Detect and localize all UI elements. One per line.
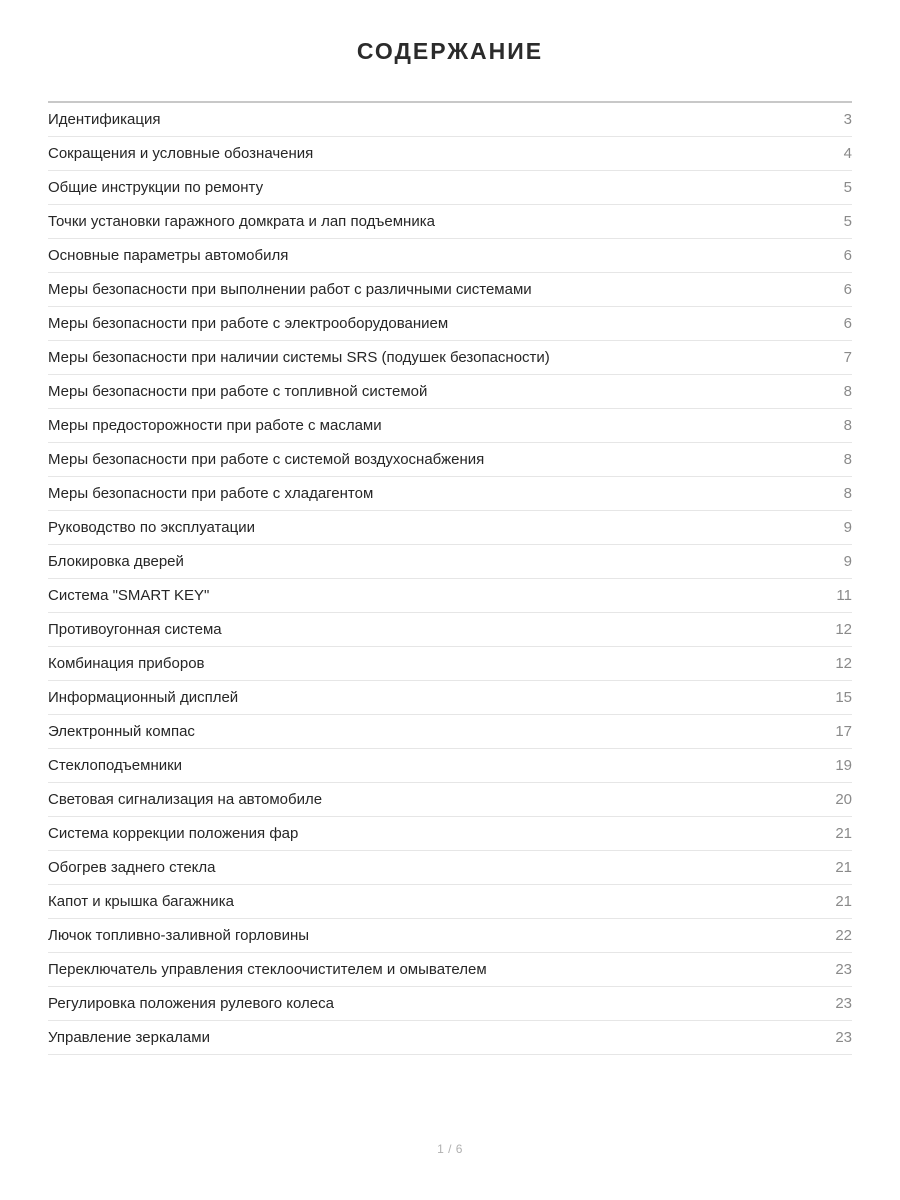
toc-entry-label: Основные параметры автомобиля [48,246,289,264]
toc-entry-label: Меры безопасности при работе с электрооборудованием [48,314,449,332]
toc-entry-page-number: 7 [843,348,852,366]
toc-entry-page-number: 3 [843,110,852,128]
toc-entry[interactable] [48,511,852,545]
toc-entry[interactable] [48,613,852,647]
toc-entry[interactable] [48,1021,852,1055]
toc-entry[interactable] [48,103,852,137]
toc-entry-label: Руководство по эксплуатации [48,518,255,536]
toc-entry-label: Световая сигнализация на автомобиле [48,790,323,808]
toc-entry-label: Меры безопасности при работе с хладагентом [48,484,374,502]
toc-entry-page-number: 21 [835,892,852,910]
toc-entry[interactable] [48,953,852,987]
toc-entry-label: Меры безопасности при наличии системы SRS (подушек безопасности) [48,348,550,366]
toc-entry[interactable] [48,647,852,681]
toc-entry[interactable] [48,273,852,307]
toc-entry-page-number: 11 [836,586,852,604]
toc-entry[interactable] [48,545,852,579]
toc-entry-page-number: 20 [835,790,852,808]
toc-entry-page-number: 8 [843,484,852,502]
toc-entry-page-number: 5 [843,212,852,230]
toc-entry[interactable] [48,307,852,341]
toc-entry-label: Регулировка положения рулевого колеса [48,994,334,1012]
toc-entry-label: Общие инструкции по ремонту [48,178,264,196]
toc-entry-label: Электронный компас [48,722,195,740]
toc-entry[interactable] [48,749,852,783]
toc-entry-page-number: 12 [835,654,852,672]
toc-entry-page-number: 23 [835,994,852,1012]
toc-entry[interactable] [48,579,852,613]
toc-entry-label: Сокращения и условные обозначения [48,144,314,162]
toc-entry[interactable] [48,817,852,851]
toc-entry-page-number: 17 [835,722,852,740]
toc-entry-page-number: 6 [843,246,852,264]
toc-entry-page-number: 21 [835,824,852,842]
toc-entry-label: Стеклоподъемники [48,756,183,774]
toc-entry[interactable] [48,205,852,239]
toc-entry[interactable] [48,885,852,919]
toc-entry-page-number: 6 [843,314,852,332]
toc-entry-label: Блокировка дверей [48,552,184,570]
toc-entry-label: Меры безопасности при выполнении работ с различными системами [48,280,532,298]
toc-entry-page-number: 19 [835,756,852,774]
toc-entry[interactable] [48,715,852,749]
toc-entry-label: Капот и крышка багажника [48,892,234,910]
toc-entry-label: Меры безопасности при работе с топливной системой [48,382,428,400]
toc-entry-page-number: 23 [835,1028,852,1046]
toc-entry-page-number: 21 [835,858,852,876]
toc-entry-page-number: 15 [835,688,852,706]
toc-entry[interactable] [48,443,852,477]
toc-entry[interactable] [48,477,852,511]
toc-entry[interactable] [48,341,852,375]
toc-entry[interactable] [48,409,852,443]
toc-entry-label: Противоугонная система [48,620,222,638]
table-of-contents [48,103,852,1055]
toc-entry-label: Меры предосторожности при работе с маслами [48,416,382,434]
toc-entry[interactable] [48,783,852,817]
page-footer: 1 / 6 [437,1142,463,1156]
toc-entry[interactable] [48,137,852,171]
toc-entry[interactable] [48,375,852,409]
toc-entry-label: Управление зеркалами [48,1028,210,1046]
toc-entry-label: Меры безопасности при работе с системой воздухоснабжения [48,450,485,468]
toc-entry-page-number: 8 [843,416,852,434]
toc-entry[interactable] [48,987,852,1021]
toc-entry-label: Точки установки гаражного домкрата и лап подъемника [48,212,435,230]
toc-entry-page-number: 23 [835,960,852,978]
toc-entry-label: Система "SMART KEY" [48,586,210,604]
toc-entry-page-number: 12 [835,620,852,638]
toc-entry-page-number: 9 [843,552,852,570]
toc-entry-page-number: 22 [835,926,852,944]
toc-entry[interactable] [48,681,852,715]
toc-entry-page-number: 9 [843,518,852,536]
page-title: СОДЕРЖАНИЕ [356,38,544,64]
toc-entry[interactable] [48,171,852,205]
toc-entry-label: Комбинация приборов [48,654,205,672]
toc-entry-page-number: 6 [843,280,852,298]
toc-entry-label: Информационный дисплей [48,688,239,706]
toc-entry-label: Система коррекции положения фар [48,824,299,842]
toc-entry-page-number: 5 [843,178,852,196]
toc-entry[interactable] [48,239,852,273]
toc-entry-label: Лючок топливно-заливной горловины [48,926,310,944]
toc-entry[interactable] [48,851,852,885]
toc-entry-page-number: 8 [843,450,852,468]
toc-entry-label: Переключатель управления стеклоочистителем и омывателем [48,960,487,978]
toc-entry-page-number: 4 [843,144,852,162]
toc-entry[interactable] [48,919,852,953]
toc-entry-page-number: 8 [843,382,852,400]
toc-entry-label: Обогрев заднего стекла [48,858,216,876]
toc-entry-label: Идентификация [48,110,161,128]
